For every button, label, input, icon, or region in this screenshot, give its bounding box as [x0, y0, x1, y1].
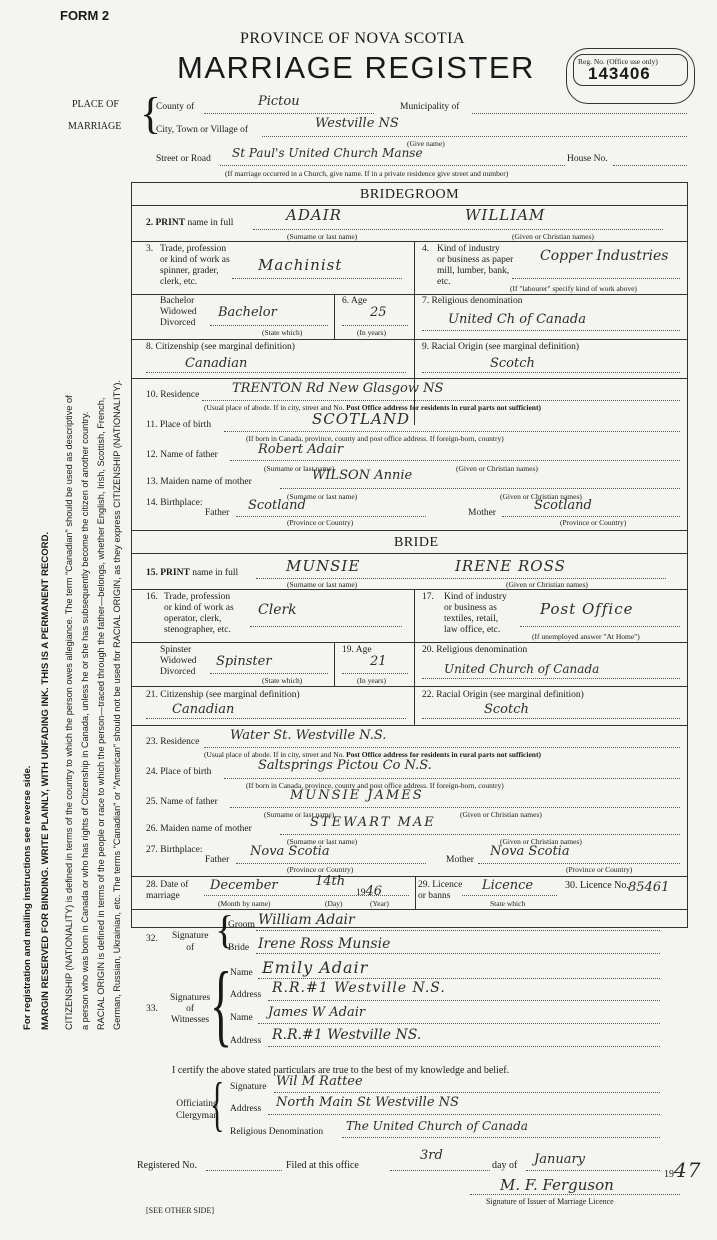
- groom-birthplace: SCOTLAND: [312, 410, 410, 428]
- sig-brace: {: [215, 907, 235, 952]
- place-label-2: MARRIAGE: [68, 121, 122, 132]
- county-label: County of: [156, 102, 195, 112]
- f27-prov-note-1: (Province or Country): [287, 865, 354, 874]
- street-value: St Paul's United Church Manse: [232, 146, 423, 160]
- f14-prov-note-1: (Province or Country): [287, 518, 354, 527]
- bride-signature: Irene Ross Munsie: [258, 936, 391, 952]
- f32-label: 32.: [146, 934, 158, 944]
- bride-religion: United Church of Canada: [444, 662, 600, 676]
- margin-note-1: For registration and mailing instructions see reverse side.: [22, 765, 33, 1030]
- f17-note: (If unemployed answer "At Home"): [532, 632, 640, 641]
- f11-label: 11. Place of birth: [146, 420, 212, 430]
- f4-note: (If "labourer" specify kind of work above): [510, 284, 637, 293]
- bride-residence: Water St. Westville N.S.: [230, 728, 387, 743]
- bride-surname: MUNSIE: [286, 557, 361, 575]
- f17-text: Kind of industry or business as textiles, retail, law office, etc.: [444, 592, 507, 635]
- day-note: (Day): [325, 899, 343, 908]
- city-value: Westville NS: [315, 116, 399, 131]
- reg-number: 143406: [588, 64, 651, 83]
- groom-father: Robert Adair: [258, 442, 344, 457]
- issuer-label: Signature of Issuer of Marriage Licence: [486, 1197, 614, 1206]
- f10-note: (Usual place of abode. If in city, street and No. Post Office address for residents in rural parts not sufficient): [204, 403, 541, 412]
- county-value: Pictou: [258, 94, 300, 109]
- f13-surname-note: (Surname or last name): [287, 492, 358, 501]
- groom-sig-label: Groom: [228, 920, 255, 930]
- groom-father-birthplace: Scotland: [248, 498, 306, 513]
- f17-number: 17.: [422, 592, 434, 602]
- clergy-signature: Wil M Rattee: [276, 1074, 363, 1089]
- bridegroom-heading: BRIDEGROOM: [360, 187, 460, 202]
- f3-number: 3.: [146, 244, 154, 254]
- f33-label: 33.: [146, 1004, 158, 1014]
- bride-racial: Scotch: [484, 702, 529, 717]
- f26-given-note: (Given or Christian names): [500, 837, 582, 846]
- municipality-label: Municipality of: [400, 102, 460, 112]
- f9-label: 9. Racial Origin (see marginal definition): [422, 342, 580, 352]
- marriage-year: 1946: [356, 884, 383, 899]
- f20-label: 20. Religious denomination: [422, 645, 528, 655]
- f4-number: 4.: [422, 244, 430, 254]
- clergy-brace: {: [210, 1071, 225, 1137]
- clergy-denomination: The United Church of Canada: [346, 1119, 528, 1133]
- bride-name-label: 15. PRINT name in full: [146, 568, 239, 578]
- f29-note: State which: [490, 899, 526, 908]
- w1-address-label: Address: [230, 990, 262, 1000]
- bride-citizenship: Canadian: [172, 702, 235, 717]
- f25-given-note: (Given or Christian names): [460, 810, 542, 819]
- groom-given: WILLIAM: [465, 206, 546, 224]
- licence-type: Licence: [482, 878, 534, 893]
- clergy-denom-label: Religious Denomination: [230, 1127, 324, 1137]
- bride-given: IRENE ROSS: [455, 557, 566, 575]
- bride-state-which: (State which): [262, 676, 303, 685]
- bride-mother-birthplace: Nova Scotia: [490, 844, 570, 859]
- f16-number: 16.: [146, 592, 158, 602]
- f13-given-note: (Given or Christian names): [500, 492, 582, 501]
- f22-label: 22. Racial Origin (see marginal definition): [422, 690, 584, 700]
- bride-father-birthplace: Nova Scotia: [250, 844, 330, 859]
- marriage-month: December: [210, 878, 278, 893]
- f6-label: 6. Age: [342, 296, 367, 306]
- in-years-note: (In years): [357, 328, 386, 337]
- day-of-label: day of: [492, 1160, 518, 1171]
- bride-birthplace: Saltsprings Pictou Co N.S.: [258, 758, 432, 773]
- f23-label: 23. Residence: [146, 737, 200, 747]
- bride-given-note: (Given or Christian names): [506, 580, 588, 589]
- filed-year: 1947: [664, 1158, 702, 1182]
- bride-heading: BRIDE: [394, 535, 439, 550]
- form-number: FORM 2: [60, 8, 110, 23]
- f26-surname-note: (Surname or last name): [287, 837, 358, 846]
- f8-label: 8. Citizenship (see marginal definition): [146, 342, 295, 352]
- f11-note: (If born in Canada, province, county and post office address. If foreign-born, country): [246, 434, 504, 443]
- witness1-address: R.R.#1 Westville N.S.: [272, 980, 446, 996]
- witness2-address: R.R.#1 Westville NS.: [272, 1027, 422, 1043]
- witness1-name: Emily Adair: [262, 958, 369, 977]
- marriage-day: 14th: [315, 874, 346, 889]
- groom-mother: WILSON Annie: [312, 468, 413, 483]
- w1-name-label: Name: [230, 968, 253, 978]
- w2-address-label: Address: [230, 1036, 262, 1046]
- f14-mother-word: Mother: [468, 508, 496, 518]
- f21-label: 21. Citizenship (see marginal definition): [146, 690, 300, 700]
- bride-sig-label: Bride: [228, 943, 250, 953]
- margin-note-3: CITIZENSHIP (NATIONALITY) is defined in terms of the country to which the person owes allegiance. The term "Canadian" should be used as descriptive of: [64, 395, 74, 1030]
- groom-racial: Scotch: [490, 356, 535, 371]
- groom-industry: Copper Industries: [540, 248, 669, 264]
- city-label: City, Town or Village of: [156, 125, 248, 135]
- give-name-note: (Give name): [407, 139, 445, 148]
- f12-surname-note: (Surname or last name): [264, 464, 335, 473]
- groom-signature: William Adair: [258, 912, 355, 928]
- bride-in-years: (In years): [357, 676, 386, 685]
- margin-note-2: MARGIN RESERVED FOR BINDING. WRITE PLAINLY, WITH UNFADING INK. THIS IS A PERMANENT RECORD.: [40, 531, 51, 1030]
- officiating-label: Officiating Clergyman: [176, 1099, 219, 1121]
- f28-label: 28. Date of marriage: [146, 880, 189, 901]
- groom-age: 25: [370, 305, 387, 320]
- bride-surname-note: (Surname or last name): [287, 580, 358, 589]
- f7-label: 7. Religious denomination: [422, 296, 523, 306]
- bride-status: Spinster: [216, 654, 272, 669]
- witness-brace: {: [210, 953, 233, 1055]
- filed-label: Filed at this office: [286, 1160, 359, 1171]
- f29-label: 29. Licence or banns: [418, 880, 463, 901]
- filed-month: January: [534, 1152, 586, 1167]
- f27-label: 27. Birthplace:: [146, 845, 203, 855]
- groom-citizenship: Canadian: [185, 356, 248, 371]
- f24-label: 24. Place of birth: [146, 767, 212, 777]
- groom-trade: Machinist: [258, 256, 343, 274]
- f24-note: (If born in Canada, province, county and post office address. If foreign-born, country): [246, 781, 504, 790]
- bride-industry: Post Office: [540, 600, 634, 618]
- province-heading: PROVINCE OF NOVA SCOTIA: [240, 30, 466, 47]
- place-brace: {: [140, 89, 162, 138]
- filed-day: 3rd: [420, 1148, 443, 1163]
- f27-father-word: Father: [205, 855, 230, 865]
- f14-prov-note-2: (Province or Country): [560, 518, 627, 527]
- bride-father: MUNSIE JAMES: [290, 788, 424, 803]
- see-other-side: [SEE OTHER SIDE]: [146, 1206, 214, 1215]
- clergy-sig-label: Signature: [230, 1082, 267, 1092]
- state-which-note: (State which): [262, 328, 303, 337]
- groom-religion: United Ch of Canada: [448, 312, 586, 327]
- f30-label: 30. Licence No.: [565, 880, 629, 891]
- surname-note: (Surname or last name): [287, 232, 358, 241]
- registered-label: Registered No.: [137, 1160, 197, 1171]
- f12-given-note: (Given or Christian names): [456, 464, 538, 473]
- f13-label: 13. Maiden name of mother: [146, 477, 252, 487]
- f19-label: 19. Age: [342, 645, 372, 655]
- clergy-address: North Main St Westville NS: [276, 1095, 459, 1110]
- groom-residence: TRENTON Rd New Glasgow NS: [232, 381, 444, 396]
- bride-trade: Clerk: [258, 602, 297, 618]
- w2-name-label: Name: [230, 1013, 253, 1023]
- f25-surname-note: (Surname or last name): [264, 810, 335, 819]
- page-title: MARRIAGE REGISTER: [177, 50, 535, 85]
- margin-note-5: RACIAL ORIGIN is defined in terms of the people or race to which the person—traced through the father—belongs, whether English, Irish, Scottish, French,: [96, 397, 106, 1030]
- f10-label: 10. Residence: [146, 390, 200, 400]
- groom-surname: ADAIR: [286, 206, 342, 224]
- f26-label: 26. Maiden name of mother: [146, 824, 252, 834]
- f3-text: Trade, profession or kind of work as spinner, grader, clerk, etc.: [160, 244, 230, 287]
- bride-status-options: Spinster Widowed Divorced: [160, 645, 197, 677]
- street-label: Street or Road: [156, 154, 211, 164]
- groom-mother-birthplace: Scotland: [534, 498, 592, 513]
- margin-note-4: a person who was born in Canada or who has rights of Citizenship in Canada, unless he or she has subsequently become the citizen of another country.: [80, 411, 90, 1030]
- groom-status-options: Bachelor Widowed Divorced: [160, 296, 197, 328]
- f14-label: 14. Birthplace:: [146, 498, 203, 508]
- clergy-address-label: Address: [230, 1104, 262, 1114]
- f12-label: 12. Name of father: [146, 450, 218, 460]
- f16-text: Trade, profession or kind of work as operator, clerk, stenographer, etc.: [164, 592, 234, 635]
- f4-text: Kind of industry or business as paper mill, lumber, bank, etc.: [437, 244, 514, 287]
- bride-age: 21: [370, 654, 387, 669]
- bride-mother: STEWART MAE: [310, 815, 436, 830]
- month-note: (Month by name): [218, 899, 271, 908]
- groom-name-label: 2. PRINT name in full: [146, 218, 234, 228]
- place-label-1: PLACE OF: [72, 99, 119, 110]
- reg-number-label: Reg. No. (Office use only): [578, 57, 658, 66]
- margin-note-6: German, Russian, Ukrainian, etc. The terms "Canadian" or "American" should not be used for RACIAL ORIGIN, as they express CITIZENSHIP (NATIONALITY).: [112, 380, 122, 1030]
- sig-of-label: Signature of: [172, 931, 209, 953]
- f27-prov-note-2: (Province or Country): [566, 865, 633, 874]
- f14-father-word: Father: [205, 508, 230, 518]
- witness2-name: James W Adair: [268, 1005, 366, 1020]
- f23-note: (Usual place of abode. If in city, street and No. Post Office address for residents in rural parts not sufficient): [204, 750, 541, 759]
- given-note: (Given or Christian names): [512, 232, 594, 241]
- groom-status: Bachelor: [218, 305, 277, 320]
- f25-label: 25. Name of father: [146, 797, 218, 807]
- year-note: (Year): [370, 899, 389, 908]
- witness-label: Signatures of Witnesses: [170, 993, 211, 1025]
- licence-number: 85461: [628, 880, 670, 895]
- place-note: (If marriage occurred in a Church, give name. If in a private residence give street and number): [225, 169, 509, 178]
- f27-mother-word: Mother: [446, 855, 474, 865]
- house-label: House No.: [567, 154, 608, 164]
- certify-text: I certify the above stated particulars are true to the best of my knowledge and belief.: [172, 1065, 510, 1076]
- issuer-signature: M. F. Ferguson: [500, 1176, 614, 1194]
